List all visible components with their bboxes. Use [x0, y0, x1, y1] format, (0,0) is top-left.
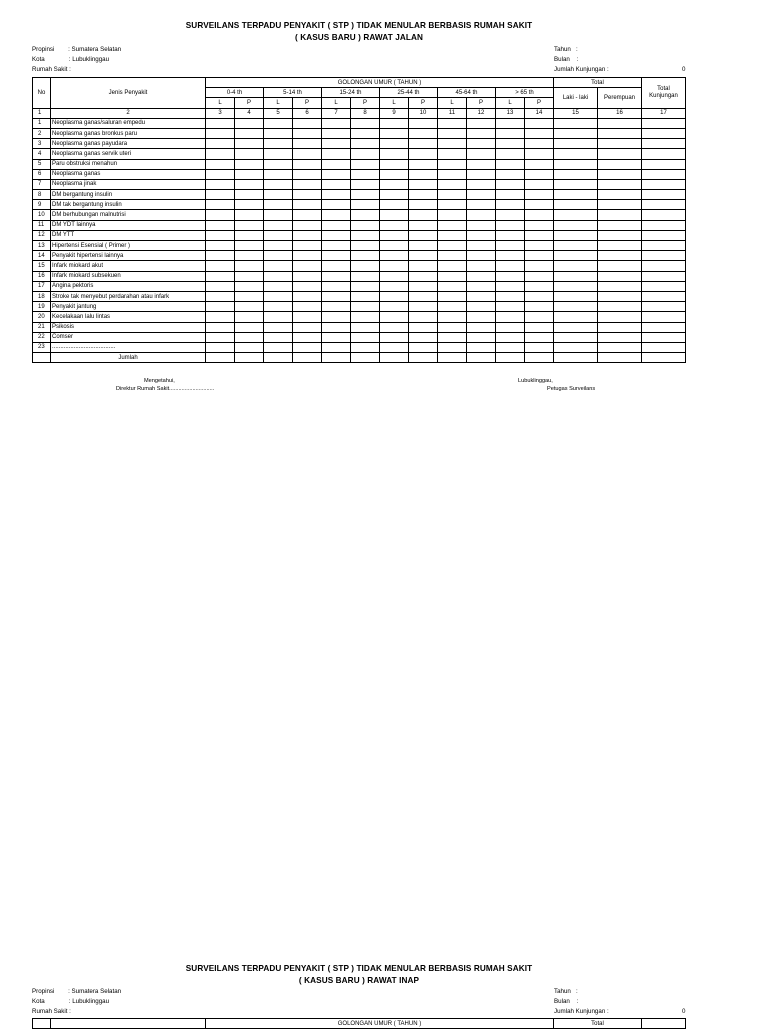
column-number: 3: [206, 108, 235, 118]
column-number: 12: [467, 108, 496, 118]
column-number: 8: [351, 108, 380, 118]
column-number: 7: [322, 108, 351, 118]
header-no: No: [33, 78, 51, 109]
column-number: 6: [293, 108, 322, 118]
header-laki-laki: Laki - laki: [554, 88, 598, 108]
column-number: 14: [525, 108, 554, 118]
propinsi-field: Propinsi : Sumatera Selatan: [32, 988, 122, 995]
propinsi-field: Propinsi : Sumatera Selatan: [32, 46, 122, 53]
column-number: 13: [496, 108, 525, 118]
header-p: P: [467, 98, 496, 108]
header-l: L: [322, 98, 351, 108]
row-number: 21: [33, 322, 51, 332]
row-number: 16: [33, 271, 51, 281]
column-number: 15: [554, 108, 598, 118]
row-number: 15: [33, 261, 51, 271]
disease-name: DM bergantung insulin: [51, 190, 206, 200]
rumah-sakit-field: Rumah Sakit :: [32, 66, 71, 73]
disease-name: Neoplasma ganas servik uteri: [51, 149, 206, 159]
disease-name: Hipertensi Esensial ( Primer ): [51, 241, 206, 251]
column-number: 11: [438, 108, 467, 118]
tahun-field: Tahun :: [554, 988, 578, 995]
header-total: Total: [554, 78, 642, 88]
disease-name: Infark miokard akut: [51, 261, 206, 271]
direktur-signature-line: Direktur Rumah Sakit.............................: [116, 386, 215, 392]
disease-name: Penyakit jantung: [51, 302, 206, 312]
header-p: P: [351, 98, 380, 108]
header-total-kunjungan-line2: Kunjungan: [649, 92, 678, 99]
disease-name: Kecelakaan lalu lintas: [51, 312, 206, 322]
row-number: 12: [33, 230, 51, 240]
tahun-field: Tahun :: [554, 46, 578, 53]
form-title-line2: ( KASUS BARU ) RAWAT INAP: [298, 976, 420, 985]
row-number: 2: [33, 128, 51, 138]
header-age-group: 25-44 th: [380, 88, 438, 98]
disease-name: DM YDT lainnya: [51, 220, 206, 230]
disease-name: Neoplasma ganas: [51, 169, 206, 179]
header-p: P: [409, 98, 438, 108]
header-l: L: [438, 98, 467, 108]
kota-field: Kota : Lubuklinggau: [32, 998, 110, 1005]
disease-name: Psikosis: [51, 322, 206, 332]
row-number: 10: [33, 210, 51, 220]
jumlah-kunjungan-value: 0: [682, 1008, 686, 1015]
header-golongan-umur: GOLONGAN UMUR ( TAHUN ): [206, 78, 554, 88]
header-age-group: > 65 th: [496, 88, 554, 98]
kota-field: Kota : Lubuklinggau: [32, 56, 110, 63]
bulan-field: Bulan :: [554, 998, 579, 1005]
row-number: 17: [33, 281, 51, 291]
row-number: 7: [33, 179, 51, 189]
header-l: L: [380, 98, 409, 108]
column-number: 5: [264, 108, 293, 118]
disease-name: DM tak bergantung insulin: [51, 200, 206, 210]
bulan-field: Bulan :: [554, 56, 579, 63]
petugas-surveilans-label: Petugas Surveilans: [547, 386, 596, 392]
column-number: 2: [51, 108, 206, 118]
disease-name: Neoplasma ganas/saluran empedu: [51, 118, 206, 128]
column-number: 16: [598, 108, 642, 118]
row-number: 11: [33, 220, 51, 230]
row-number: 1: [33, 118, 51, 128]
mengetahui-label: Mengetahui,: [144, 378, 175, 384]
header-golongan-umur: GOLONGAN UMUR ( TAHUN ): [206, 1019, 554, 1029]
row-number: 23: [33, 342, 51, 352]
header-p: P: [293, 98, 322, 108]
disease-name: DM berhubungan malnutrisi: [51, 210, 206, 220]
header-l: L: [206, 98, 235, 108]
row-number: 9: [33, 200, 51, 210]
header-l: L: [264, 98, 293, 108]
disease-name: Penyakit hipertensi lainnya: [51, 251, 206, 261]
column-number: 9: [380, 108, 409, 118]
disease-name: Neoplasma ganas bronkus paru: [51, 128, 206, 138]
jumlah-label: Jumlah: [51, 353, 206, 363]
header-l: L: [496, 98, 525, 108]
header-age-group: 5-14 th: [264, 88, 322, 98]
column-number: 4: [235, 108, 264, 118]
disease-name: Stroke tak menyebut perdarahan atau infark: [51, 291, 206, 301]
header-jenis-penyakit: Jenis Penyakit: [51, 78, 206, 109]
lubuklinggau-label: Lubuklinggau,: [518, 378, 553, 384]
disease-name: Neoplasma jinak: [51, 179, 206, 189]
header-perempuan: Perempuan: [598, 88, 642, 108]
disease-name: Angina pektoris: [51, 281, 206, 291]
row-number: 18: [33, 291, 51, 301]
jumlah-kunjungan-label: Jumlah Kunjungan :: [554, 1008, 609, 1015]
form-title-line1: SURVEILANS TERPADU PENYAKIT ( STP ) TIDAK MENULAR BERBASIS RUMAH SAKIT: [185, 21, 533, 30]
disease-name: Neoplasma ganas payudara: [51, 139, 206, 149]
row-number: 5: [33, 159, 51, 169]
column-number: 1: [33, 108, 51, 118]
header-total: Total: [554, 1019, 642, 1029]
header-age-group: 15-24 th: [322, 88, 380, 98]
form-title-line1: SURVEILANS TERPADU PENYAKIT ( STP ) TIDAK MENULAR BERBASIS RUMAH SAKIT: [185, 964, 533, 973]
row-number: 19: [33, 302, 51, 312]
row-number: 4: [33, 149, 51, 159]
row-number: 22: [33, 332, 51, 342]
jumlah-kunjungan-label: Jumlah Kunjungan :: [554, 66, 609, 73]
row-number: 6: [33, 169, 51, 179]
header-total-kunjungan-line1: Total: [657, 85, 670, 92]
header-age-group: 45-64 th: [438, 88, 496, 98]
disease-name: ......................................: [51, 342, 206, 352]
column-number: 17: [642, 108, 686, 118]
row-number: 8: [33, 190, 51, 200]
disease-name: DM YTT: [51, 230, 206, 240]
header-p: P: [235, 98, 264, 108]
disease-name: Comser: [51, 332, 206, 342]
row-number: 14: [33, 251, 51, 261]
row-number: 20: [33, 312, 51, 322]
form-title-line2: ( KASUS BARU ) RAWAT JALAN: [295, 33, 423, 42]
column-number: 10: [409, 108, 438, 118]
row-number: 3: [33, 139, 51, 149]
disease-name: Infark miokard subsekuen: [51, 271, 206, 281]
header-p: P: [525, 98, 554, 108]
disease-name: Paru obstruksi menahun: [51, 159, 206, 169]
header-age-group: 0-4 th: [206, 88, 264, 98]
rumah-sakit-field: Rumah Sakit :: [32, 1008, 71, 1015]
jumlah-kunjungan-value: 0: [682, 66, 686, 73]
row-number: 13: [33, 241, 51, 251]
